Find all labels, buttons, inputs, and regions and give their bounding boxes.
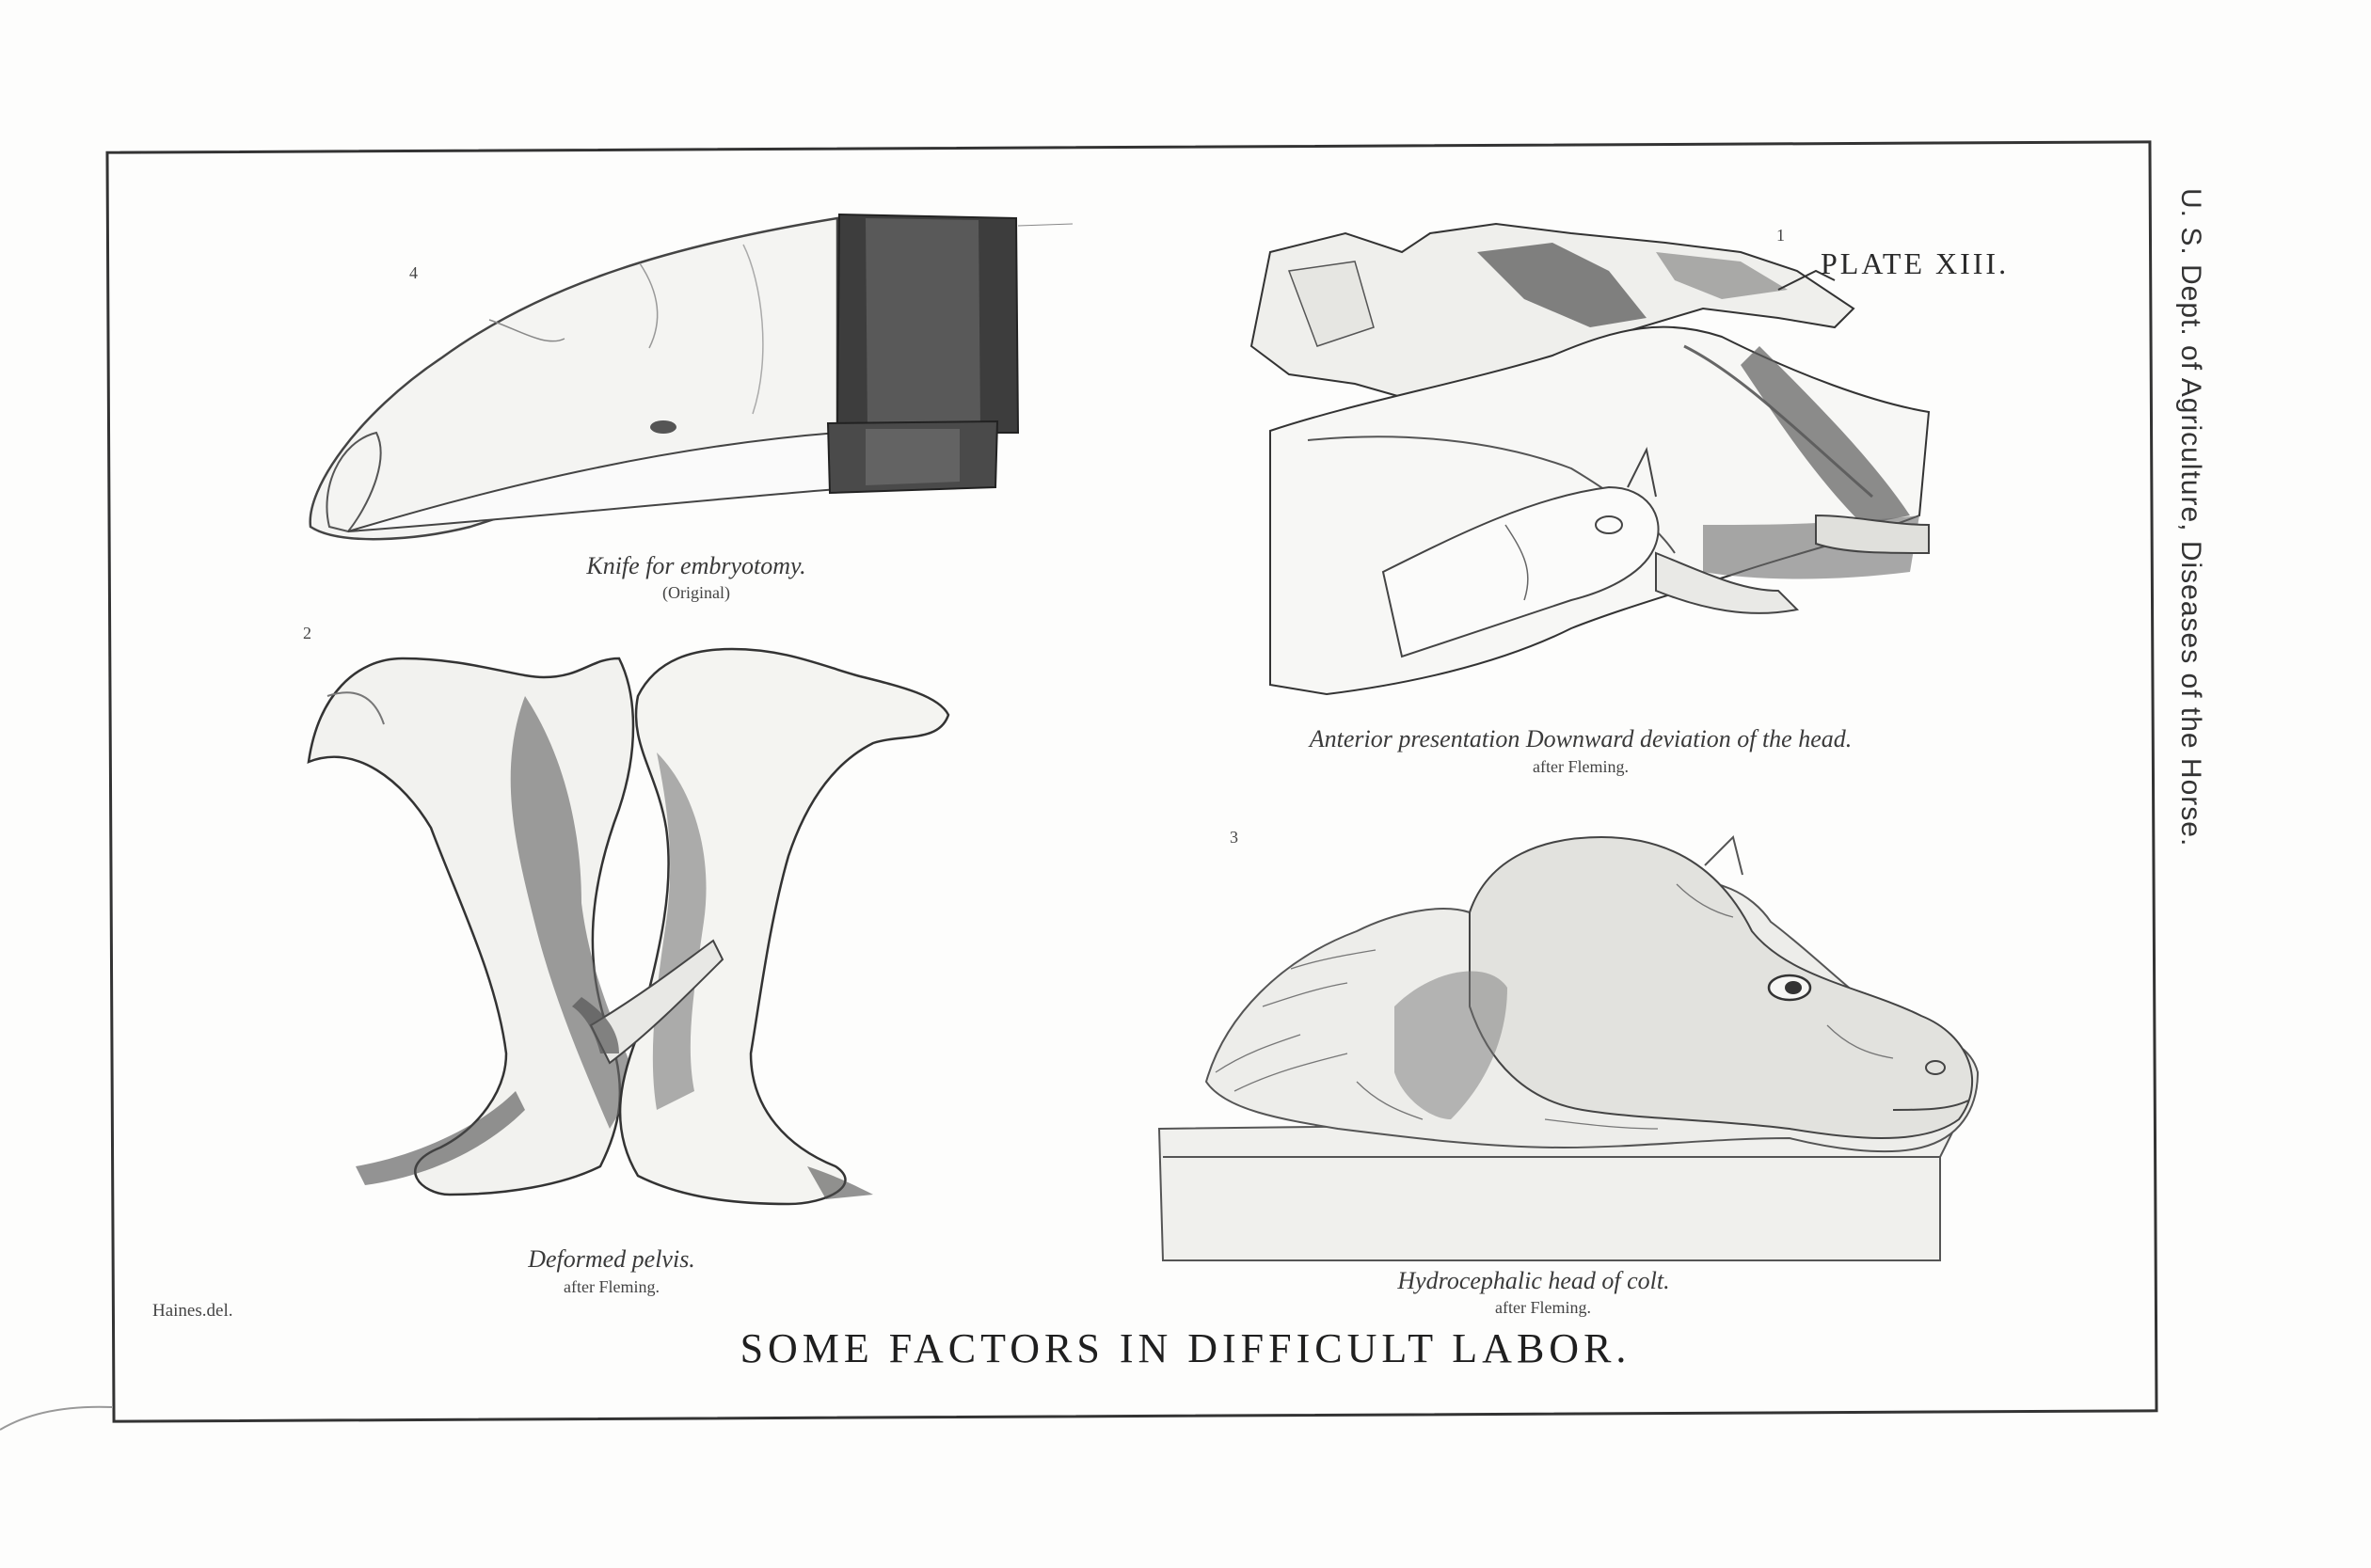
presentation-illustration (1214, 214, 1966, 704)
pelvis-illustration (299, 640, 958, 1213)
colt-head-illustration (1150, 800, 1997, 1270)
caption-pelvis: Deformed pelvis. (528, 1245, 695, 1273)
knife-illustration (301, 207, 1073, 564)
figure-number-knife: 4 (409, 263, 418, 282)
page-edge-curl (0, 1402, 132, 1444)
figure-number-presentation: 1 (1776, 226, 1785, 245)
subcaption-knife: (Original) (662, 583, 730, 602)
caption-colt-head: Hydrocephalic head of colt. (1397, 1267, 1670, 1294)
subcaption-presentation: after Fleming. (1533, 757, 1629, 776)
figure-number-colt-head: 3 (1230, 828, 1238, 847)
figure-number-pelvis: 2 (303, 624, 311, 642)
side-credit: U. S. Dept. of Agriculture, Diseases of the Horse. (2175, 188, 2206, 847)
caption-presentation: Anterior presentation Downward deviation of the head. (1309, 725, 1853, 752)
artist-credit: Haines.del. (152, 1301, 233, 1321)
subcaption-pelvis: after Fleming. (564, 1277, 660, 1296)
caption-knife: Knife for embryotomy. (586, 552, 806, 579)
subcaption-colt-head: after Fleming. (1495, 1298, 1591, 1317)
plate-title: SOME FACTORS IN DIFFICULT LABOR. (740, 1325, 1631, 1371)
plate-label: PLATE XIII. (1821, 246, 2010, 280)
